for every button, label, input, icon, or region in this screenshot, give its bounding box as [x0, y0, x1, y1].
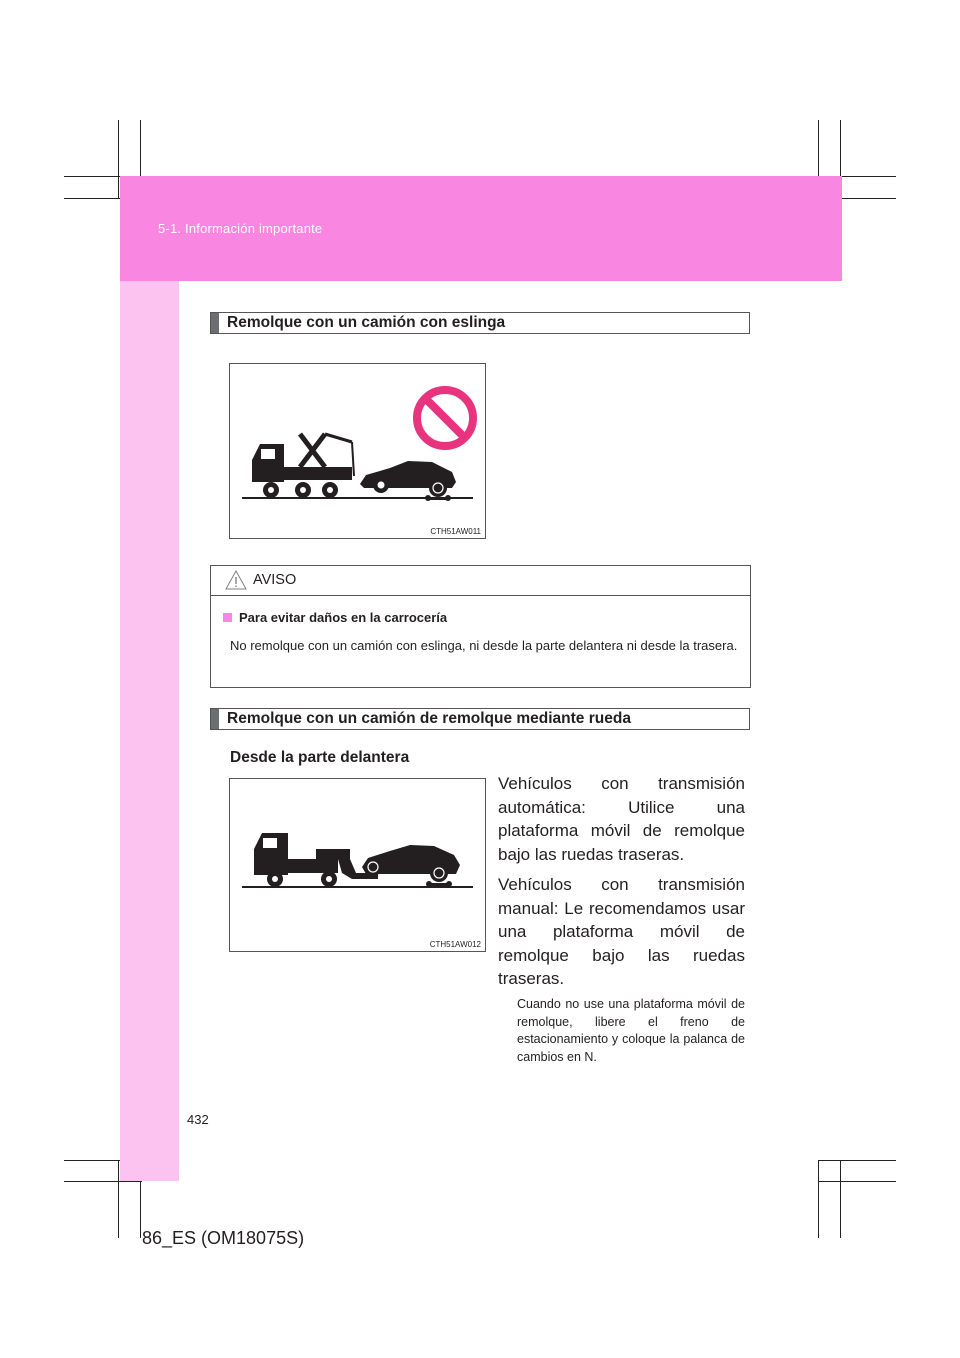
notice-subtitle-row [223, 610, 447, 625]
crop-mark [118, 1160, 119, 1238]
bullet-square-icon [223, 613, 232, 622]
section-heading [210, 312, 750, 334]
tow-truck-icon [254, 833, 378, 887]
figure-wheel-lift-tow [229, 778, 486, 952]
notice-box [210, 565, 751, 688]
notice-header [211, 566, 750, 596]
heading-stripe [211, 709, 219, 729]
heading-stripe [211, 313, 219, 333]
car-icon [360, 461, 456, 501]
car-icon [362, 845, 460, 887]
page-number: 432 [187, 1112, 209, 1127]
crop-mark [818, 1160, 896, 1161]
footer-code: 86_ES (OM18075S) [142, 1228, 305, 1248]
sidebar-band [120, 281, 179, 1181]
notice-body: No remolque con un camión con eslinga, ni desde la parte delantera ni desde la trasera. [230, 638, 738, 653]
section-label: 5-1. Información importante [158, 221, 323, 236]
section-heading [210, 708, 750, 730]
crop-mark [64, 1181, 142, 1182]
wheel-lift-tow-illustration [230, 779, 485, 951]
crop-mark [818, 1181, 896, 1182]
notice-subtitle: Para evitar daños en la carrocería [239, 610, 448, 625]
prohibition-icon [417, 390, 473, 446]
crop-mark [840, 1160, 841, 1238]
warning-icon [225, 570, 247, 590]
paragraph-note: Cuando no use una plataforma móvil de remolque, libere el freno de estacionamiento y coloque la palanca de cambios en N. [517, 997, 745, 1064]
figure-code: CTH51AW011 [430, 527, 481, 536]
notice-title: AVISO [253, 572, 297, 588]
section-title: Remolque con un camión con eslinga [227, 314, 506, 331]
sling-tow-illustration [230, 364, 485, 538]
section-title: Remolque con un camión de remolque mediante rueda [227, 710, 631, 727]
paragraph-manual: Vehículos con transmisión manual: Le recomendamos usar una plataforma móvil de remolque bajo las ruedas traseras. [498, 875, 745, 988]
tow-truck-icon [252, 434, 354, 498]
figure-sling-tow [229, 363, 486, 539]
subheading: Desde la parte delantera [230, 749, 410, 766]
paragraph-automatic: Vehículos con transmisión automática: Utilice una plataforma móvil de remolque bajo las ruedas traseras. [498, 774, 745, 864]
crop-mark [818, 1160, 819, 1238]
figure-code: CTH51AW012 [429, 940, 481, 949]
crop-mark [118, 120, 119, 198]
